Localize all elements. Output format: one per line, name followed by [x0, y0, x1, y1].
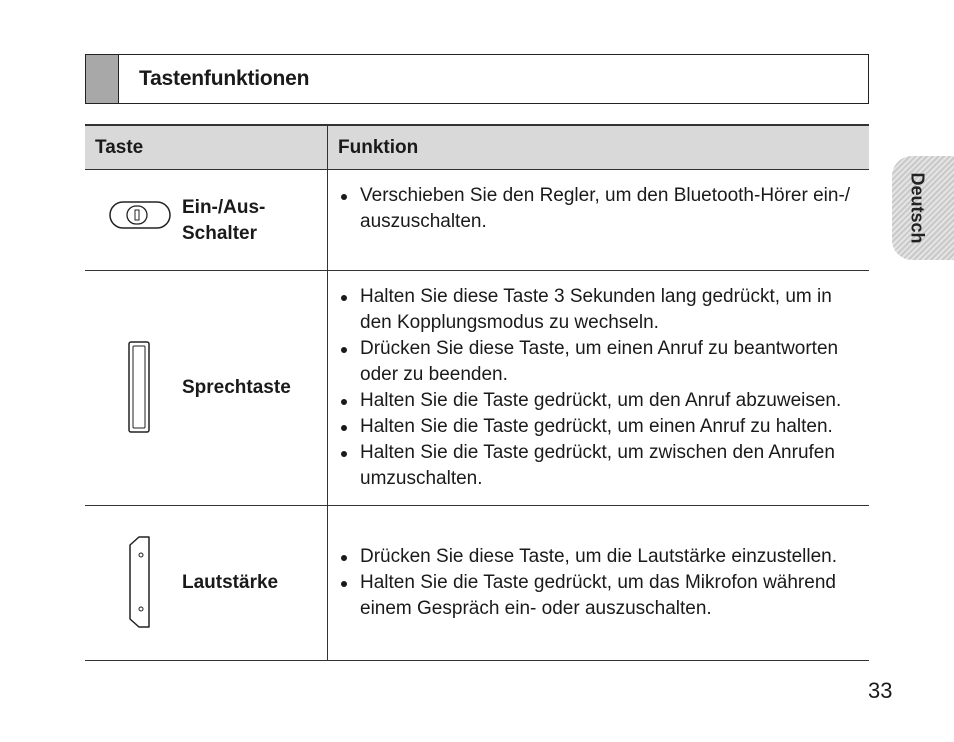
table-row: [85, 271, 869, 506]
talk-button-icon: [98, 340, 182, 436]
page-number: 33: [868, 678, 893, 703]
key-function-table: [85, 124, 869, 661]
bullet-item: Halten Sie diese Taste 3 Sekunden lang gedrückt, um in den Kopplungsmodus zu wechseln.: [339, 284, 860, 336]
bullet-item: Halten Sie die Taste gedrückt, um den Anruf abzuweisen.: [339, 388, 860, 414]
language-tab: [892, 156, 954, 260]
function-cell: [328, 170, 870, 271]
language-tab-label: Deutsch: [907, 172, 928, 244]
function-cell: [328, 271, 870, 506]
function-cell: [328, 506, 870, 661]
key-label: Ein-/Aus- Schalter: [182, 197, 266, 244]
section-title: Tastenfunktionen: [139, 67, 310, 90]
key-label: Sprechtaste: [182, 377, 291, 398]
table-row: [85, 506, 869, 661]
key-cell: [85, 170, 328, 271]
section-marker: [86, 55, 119, 103]
power-switch-icon: [98, 195, 182, 229]
column-header-key: Taste: [85, 125, 328, 170]
bullet-item: Halten Sie die Taste gedrückt, um einen Anruf zu halten.: [339, 414, 860, 440]
bullet-item: Verschieben Sie den Regler, um den Bluetooth-Hörer ein-/ auszuschalten.: [339, 183, 860, 235]
bullet-item: Halten Sie die Taste gedrückt, um zwischen den Anrufen umzuschalten.: [339, 440, 860, 492]
key-cell: [85, 271, 328, 506]
key-label: Lautstärke: [182, 572, 279, 593]
column-header-function: Funktion: [328, 125, 870, 170]
section-header: [85, 54, 869, 104]
bullet-item: Halten Sie die Taste gedrückt, um das Mikrofon während einem Gespräch ein- oder auszuschalten.: [339, 570, 860, 622]
key-cell: [85, 506, 328, 661]
volume-button-icon: [98, 535, 182, 631]
bullet-item: Drücken Sie diese Taste, um die Lautstärke einzustellen.: [339, 544, 860, 570]
table-header-row: [85, 125, 869, 170]
table-row: [85, 170, 869, 271]
bullet-item: Drücken Sie diese Taste, um einen Anruf zu beantworten oder zu beenden.: [339, 336, 860, 388]
